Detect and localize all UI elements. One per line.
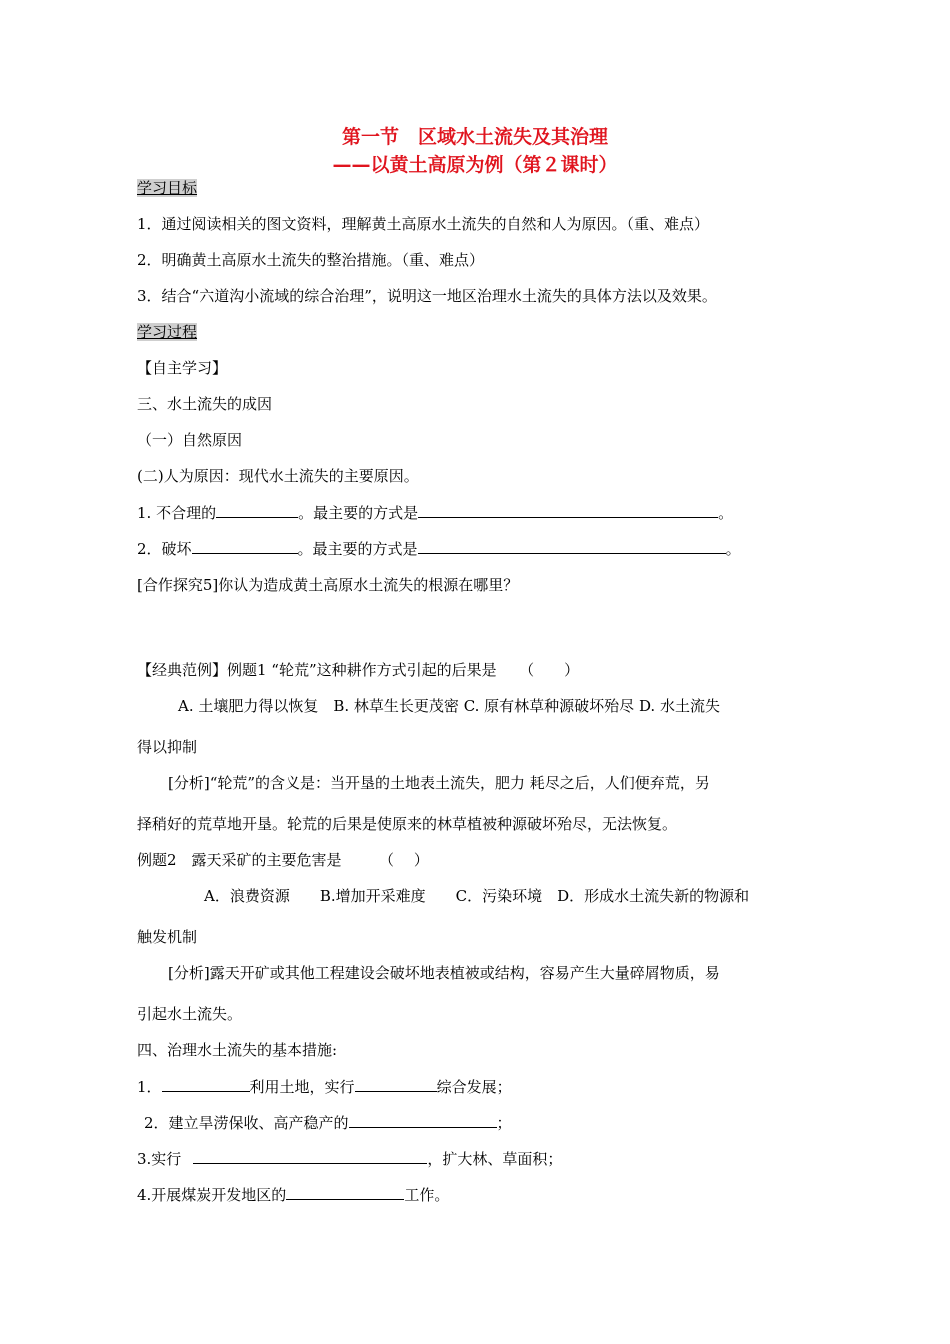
example-2-analysis-1: [分析]露天开矿或其他工程建设会破坏地表植被或结构，容易产生大量碎屑物质，易 bbox=[168, 964, 720, 982]
m2-text-b: ； bbox=[496, 1114, 512, 1132]
example-1-analysis-1: [分析]“轮荒”的含义是：当开垦的土地表土流失，肥力 耗尽之后，人们便弃荒，另 bbox=[168, 774, 710, 792]
m4-text-b: 工作。 bbox=[404, 1186, 450, 1204]
example-2-options-cont: 触发机制 bbox=[137, 928, 198, 946]
objective-item-2: 2．明确黄土高原水土流失的整治措施。（重、难点） bbox=[137, 251, 485, 269]
cooperative-inquiry: [合作探究5]你认为造成黄土高原水土流失的根源在哪里？ bbox=[137, 576, 519, 594]
objective-item-1: 1．通过阅读相关的图文资料，理解黄土高原水土流失的自然和人为原因。（重、难点） bbox=[137, 215, 710, 233]
m3-text-b: ，扩大林、草面积； bbox=[427, 1150, 563, 1168]
objective-item-3: 3．结合“六道沟小流域的综合治理”，说明这一地区治理水土流失的具体方法以及效果。 bbox=[137, 287, 717, 305]
m1-text-c: 综合发展； bbox=[436, 1078, 512, 1096]
example-2-options: A．浪费资源 B.增加开采难度 C．污染环境 D．形成水土流失新的物源和 bbox=[204, 887, 750, 905]
section-3-heading: 三、水土流失的成因 bbox=[137, 395, 273, 413]
natural-causes: （一）自然原因 bbox=[137, 431, 243, 449]
m3-blank-1[interactable] bbox=[193, 1148, 427, 1164]
q2-text-c: 。 bbox=[725, 540, 741, 558]
measure-2 bbox=[144, 1112, 512, 1133]
example-1-options: A. 土壤肥力得以恢复 B. 林草生长更茂密 C. 原有林草种源破坏殆尽 D. 水土流失 bbox=[178, 697, 720, 715]
m1-blank-1[interactable] bbox=[162, 1076, 250, 1092]
q1-blank-1[interactable] bbox=[216, 502, 298, 518]
q1-text-a: 1. 不合理的 bbox=[137, 504, 217, 522]
title-line-2: ——以黄土高原为例（第２课时） bbox=[332, 154, 618, 176]
m4-blank-1[interactable] bbox=[286, 1184, 404, 1200]
m1-text-a: 1． bbox=[137, 1078, 162, 1096]
human-causes: (二)人为原因：现代水土流失的主要原因。 bbox=[137, 467, 419, 485]
measure-3 bbox=[137, 1148, 562, 1169]
q1-blank-2[interactable] bbox=[418, 502, 718, 518]
q2-text-b: 。最主要的方式是 bbox=[297, 540, 418, 558]
m2-text-a: 2．建立旱涝保收、高产稳产的 bbox=[144, 1114, 349, 1132]
objectives-heading bbox=[137, 178, 197, 198]
example-1-question: 【经典范例】例题1 “轮荒”这种耕作方式引起的后果是 （ ） bbox=[137, 661, 580, 679]
m1-blank-2[interactable] bbox=[355, 1076, 437, 1092]
question-1 bbox=[137, 502, 733, 523]
example-2-question: 例题2 露天采矿的主要危害是 （ ） bbox=[137, 851, 429, 869]
q2-blank-1[interactable] bbox=[192, 538, 298, 554]
m1-text-b: 利用土地，实行 bbox=[249, 1078, 355, 1096]
m3-text-a: 3.实行 bbox=[137, 1150, 182, 1168]
title-line-1: 第一节 区域水土流失及其治理 bbox=[341, 126, 608, 148]
q1-text-c: 。 bbox=[718, 504, 734, 522]
objectives-heading-text: 学习目标 bbox=[137, 179, 198, 197]
process-heading bbox=[137, 322, 197, 342]
question-2 bbox=[137, 538, 741, 559]
m2-blank-1[interactable] bbox=[349, 1112, 497, 1128]
example-1-options-cont: 得以抑制 bbox=[137, 738, 198, 756]
example-2-analysis-2: 引起水土流失。 bbox=[137, 1005, 243, 1023]
q1-text-b: 。最主要的方式是 bbox=[298, 504, 419, 522]
q2-blank-2[interactable] bbox=[418, 538, 726, 554]
q2-text-a: 2．破坏 bbox=[137, 540, 192, 558]
measure-1 bbox=[137, 1076, 512, 1097]
m4-text-a: 4.开展煤炭开发地区的 bbox=[137, 1186, 287, 1204]
process-heading-text: 学习过程 bbox=[137, 323, 198, 341]
measure-4 bbox=[137, 1184, 449, 1205]
self-study-label: 【自主学习】 bbox=[137, 359, 228, 377]
example-1-analysis-2: 择稍好的荒草地开垦。轮荒的后果是使原来的林草植被种源破坏殆尽，无法恢复。 bbox=[137, 815, 678, 833]
measures-heading: 四、治理水土流失的基本措施: bbox=[137, 1041, 338, 1059]
